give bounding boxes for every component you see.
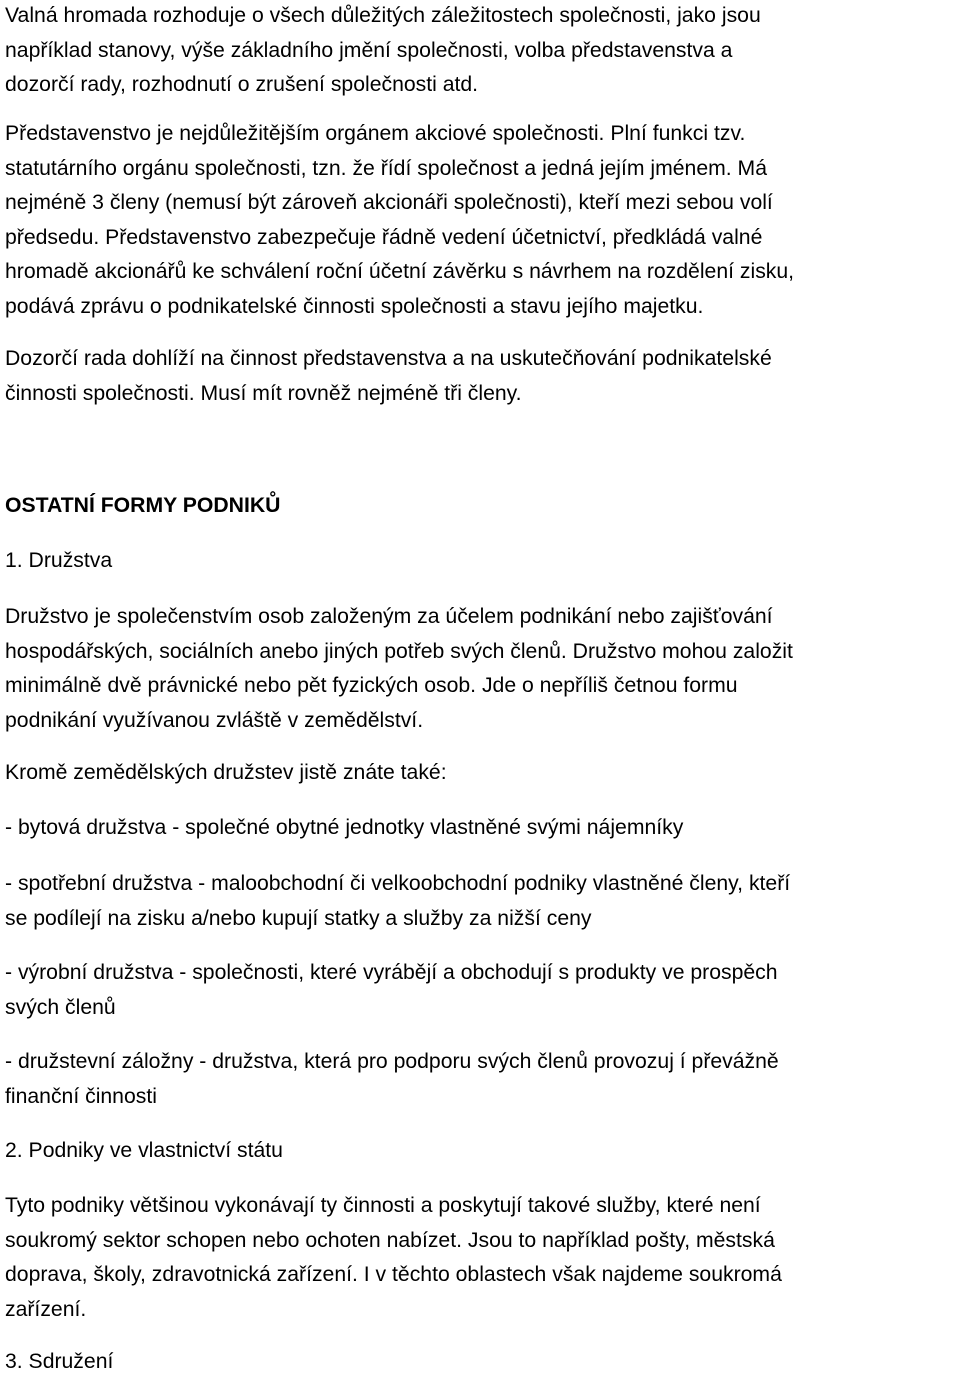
text-line: předsedu. Představenstvo zabezpečuje řádně vedení účetnictví, předkládá valné	[5, 225, 763, 249]
paragraph-dozorci-rada	[5, 342, 772, 411]
text-line: Představenstvo je nejdůležitějším orgánem akciové společnosti. Plní funkci tzv.	[5, 122, 746, 145]
list-item-druzstevni	[5, 1045, 779, 1114]
text-line: svých členů	[5, 995, 116, 1019]
list-item-bytova	[5, 811, 683, 846]
text-line: - spotřební družstva - maloobchodní či velkoobchodní podniky vlastněné členy, kteří	[5, 872, 791, 895]
text-line: Valná hromada rozhoduje o všech důležitých záležitostech společnosti, jako jsou	[5, 4, 761, 27]
paragraph-tyto-podniky	[5, 1189, 782, 1327]
text-line: například stanovy, výše základního jmění společnosti, volba představenstva a	[5, 38, 733, 62]
heading-text: OSTATNÍ FORMY PODNIKŮ	[5, 494, 281, 517]
paragraph-valna-hromada	[5, 0, 761, 103]
text-line: statutárního orgánu společnosti, tzn. že řídí společnost a jedná jejím jménem. Má	[5, 156, 767, 180]
text-line: nejméně 3 členy (nemusí být zároveň akcionáři společnosti), kteří mezi sebou volí	[5, 191, 773, 214]
subheading-text: 1. Družstva	[5, 549, 113, 572]
text-line: Družstvo je společenstvím osob založeným za účelem podnikání nebo zajišťování	[5, 605, 773, 628]
text-line: soukromý sektor schopen nebo ochoten nabízet. Jsou to například pošty, městská	[5, 1228, 775, 1252]
paragraph-druzstvo	[5, 600, 793, 738]
text-line: podnikání využívanou zvláště v zemědělství.	[5, 708, 424, 732]
text-line: Dozorčí rada dohlíží na činnost představenstva a na uskutečňování podnikatelské	[5, 347, 772, 370]
text-line: se podílejí na zisku a/nebo kupují statky a služby za nižší ceny	[5, 906, 592, 930]
text-line: doprava, školy, zdravotnická zařízení. I v těchto oblastech však najdeme soukromá	[5, 1263, 782, 1286]
paragraph-krome	[5, 756, 447, 791]
text-line: hospodářských, sociálních anebo jiných potřeb svých členů. Družstvo mohou založit	[5, 639, 793, 663]
text-line: hromadě akcionářů ke schválení roční účetní závěrku s návrhem na rozdělení zisku,	[5, 260, 795, 283]
text-line: - družstevní záložny - družstva, která pro podporu svých členů provozuj í převážně	[5, 1050, 779, 1073]
subheading-text: 3. Sdružení	[5, 1350, 114, 1373]
section-heading	[5, 489, 280, 524]
paragraph-predstavenstvo	[5, 117, 794, 324]
list-item-vyrobni	[5, 956, 778, 1025]
text-line: dozorčí rady, rozhodnutí o zrušení společnosti atd.	[5, 73, 479, 96]
subheading-podniky-statu	[5, 1134, 283, 1169]
subheading-sdruzeni	[5, 1345, 113, 1380]
text-line: zařízení.	[5, 1297, 87, 1321]
subheading-druzstva	[5, 544, 112, 579]
list-item-spotrebni	[5, 867, 790, 936]
text-line: podává zprávu o podnikatelské činnosti společnosti a stavu jejího majetku.	[5, 294, 704, 318]
text-line: - výrobní družstva - společnosti, které vyrábějí a obchodují s produkty ve prospěch	[5, 961, 778, 984]
text-line: činnosti společnosti. Musí mít rovněž nejméně tři členy.	[5, 381, 522, 405]
text-line: finanční činnosti	[5, 1084, 157, 1108]
subheading-text: 2. Podniky ve vlastnictví státu	[5, 1139, 283, 1162]
text-line: - bytová družstva - společné obytné jednotky vlastněné svými nájemníky	[5, 816, 684, 839]
text-line: Kromě zemědělských družstev jistě znáte také:	[5, 761, 447, 784]
text-line: minimálně dvě právnické nebo pět fyzických osob. Jde o nepříliš četnou formu	[5, 674, 738, 697]
text-line: Tyto podniky většinou vykonávají ty činnosti a poskytují takové služby, které není	[5, 1194, 761, 1217]
